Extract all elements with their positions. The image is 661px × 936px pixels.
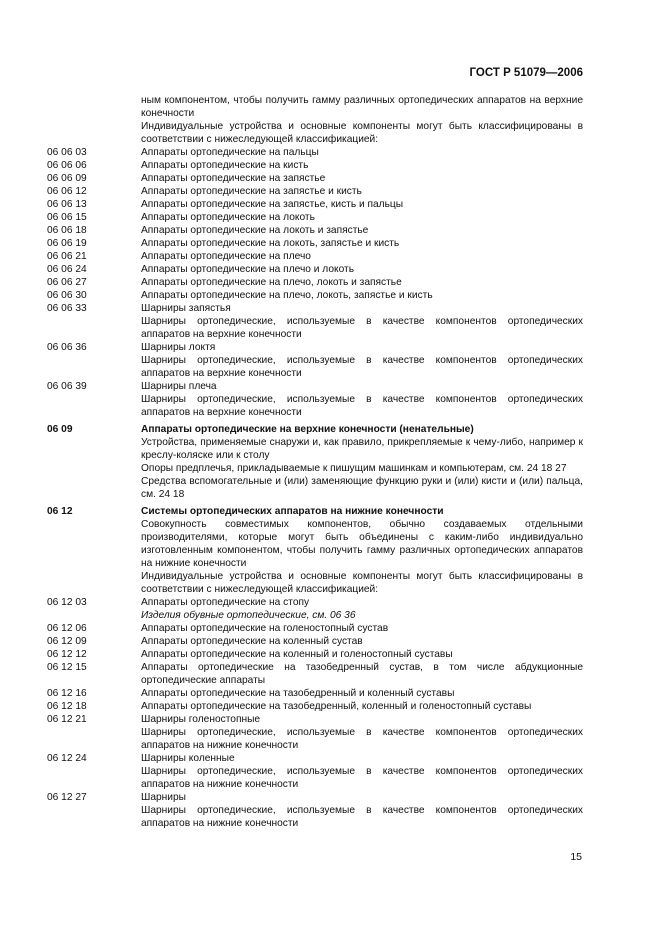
classification-code bbox=[47, 609, 141, 622]
classification-code bbox=[47, 393, 141, 419]
classification-list bbox=[47, 94, 583, 830]
classification-row bbox=[47, 250, 583, 263]
classification-row bbox=[47, 752, 583, 765]
classification-code: 06 06 13 bbox=[47, 199, 87, 210]
classification-row bbox=[47, 570, 583, 596]
classification-text: Аппараты ортопедические на тазобедренный сустав, в том числе абдукционные ортопедические аппараты bbox=[141, 662, 583, 686]
classification-row bbox=[47, 726, 583, 752]
classification-code: 06 12 03 bbox=[47, 597, 87, 608]
classification-code: 06 06 18 bbox=[47, 225, 87, 236]
classification-code: 06 12 15 bbox=[47, 662, 87, 673]
classification-text: Аппараты ортопедические на запястье, кисть и пальцы bbox=[141, 199, 404, 210]
classification-code bbox=[47, 354, 141, 380]
classification-row bbox=[47, 622, 583, 635]
classification-code bbox=[47, 475, 141, 501]
classification-row bbox=[47, 302, 583, 315]
classification-code bbox=[47, 120, 141, 146]
classification-code: 06 06 33 bbox=[47, 303, 87, 314]
standard-header: ГОСТ Р 51079—2006 bbox=[469, 67, 583, 79]
classification-code bbox=[47, 518, 141, 570]
classification-text: Аппараты ортопедические на запястье и кисть bbox=[141, 186, 362, 197]
classification-row bbox=[47, 341, 583, 354]
classification-row bbox=[47, 354, 583, 380]
classification-row bbox=[47, 185, 583, 198]
classification-text: Устройства, применяемые снаружи и, как правило, прикрепляемые к чему-либо, например к креслу-коляске или к столу bbox=[141, 437, 583, 461]
classification-row bbox=[47, 713, 583, 726]
classification-row bbox=[47, 436, 583, 462]
classification-text: Аппараты ортопедические на кисть bbox=[141, 160, 309, 171]
classification-code: 06 12 18 bbox=[47, 701, 87, 712]
classification-code: 06 06 27 bbox=[47, 277, 87, 288]
classification-row bbox=[47, 276, 583, 289]
classification-row bbox=[47, 518, 583, 570]
classification-text: Аппараты ортопедические на плечо, локоть, запястье и кисть bbox=[141, 290, 433, 301]
classification-row bbox=[47, 224, 583, 237]
classification-code: 06 12 bbox=[47, 506, 73, 517]
classification-code: 06 06 36 bbox=[47, 342, 87, 353]
classification-code: 06 09 bbox=[47, 424, 73, 435]
classification-text: Аппараты ортопедические на локоть bbox=[141, 212, 315, 223]
classification-row bbox=[47, 609, 583, 622]
classification-row bbox=[47, 380, 583, 393]
classification-row bbox=[47, 94, 583, 120]
classification-code: 06 06 06 bbox=[47, 160, 87, 171]
classification-code bbox=[47, 570, 141, 596]
page-number: 15 bbox=[570, 851, 582, 863]
classification-row bbox=[47, 198, 583, 211]
classification-row bbox=[47, 635, 583, 648]
classification-text: Шарниры ортопедические, используемые в качестве компонентов ортопедических аппаратов на верхние конечности bbox=[141, 394, 583, 418]
classification-code: 06 06 12 bbox=[47, 186, 87, 197]
classification-code: 06 06 03 bbox=[47, 147, 87, 158]
classification-text: Аппараты ортопедические на коленный сустав bbox=[141, 636, 363, 647]
classification-code bbox=[47, 436, 141, 462]
classification-row bbox=[47, 289, 583, 302]
classification-text: Шарниры ортопедические, используемые в качестве компонентов ортопедических аппаратов на нижние конечности bbox=[141, 805, 583, 829]
classification-text: Аппараты ортопедические на локоть, запястье и кисть bbox=[141, 238, 400, 249]
classification-text: Индивидуальные устройства и основные компоненты могут быть классифицированы в соответствии с нижеследующей классификацией: bbox=[141, 571, 583, 595]
classification-code: 06 06 21 bbox=[47, 251, 87, 262]
classification-row bbox=[47, 172, 583, 185]
classification-code: 06 06 24 bbox=[47, 264, 87, 275]
classification-text: Изделия обувные ортопедические, см. 06 36 bbox=[141, 610, 356, 621]
classification-code: 06 06 15 bbox=[47, 212, 87, 223]
classification-text: Аппараты ортопедические на плечо, локоть и запястье bbox=[141, 277, 402, 288]
classification-text: Аппараты ортопедические на верхние конечности (ненательные) bbox=[141, 424, 474, 435]
classification-text: Аппараты ортопедические на локоть и запястье bbox=[141, 225, 369, 236]
classification-text: Шарниры ортопедические, используемые в качестве компонентов ортопедических аппаратов на верхние конечности bbox=[141, 316, 583, 340]
classification-row bbox=[47, 700, 583, 713]
classification-text: Аппараты ортопедические на коленный и голеностопный суставы bbox=[141, 649, 453, 660]
classification-row bbox=[47, 804, 583, 830]
classification-code: 06 12 06 bbox=[47, 623, 87, 634]
classification-row bbox=[47, 315, 583, 341]
classification-code: 06 12 21 bbox=[47, 714, 87, 725]
classification-code: 06 12 24 bbox=[47, 753, 87, 764]
classification-code: 06 06 39 bbox=[47, 381, 87, 392]
classification-text: Совокупность совместимых компонентов, обычно создаваемых отдельными производителями, которые могут быть объединены с каким-либо индивидуально изготовленным компонентом, чтобы получить гамму различных ортопедических аппаратов на нижние конечности bbox=[141, 519, 583, 569]
classification-text: Аппараты ортопедические на запястье bbox=[141, 173, 326, 184]
classification-text: Опоры предплечья, прикладываемые к пишущим машинкам и компьютерам, см. 24 18 27 bbox=[141, 463, 567, 474]
classification-code bbox=[47, 315, 141, 341]
classification-text: Аппараты ортопедические на плечо и локоть bbox=[141, 264, 354, 275]
classification-row bbox=[47, 237, 583, 250]
classification-text: Шарниры ортопедические, используемые в качестве компонентов ортопедических аппаратов на нижние конечности bbox=[141, 766, 583, 790]
classification-row bbox=[47, 661, 583, 687]
classification-code: 06 06 09 bbox=[47, 173, 87, 184]
classification-row bbox=[47, 263, 583, 276]
classification-code: 06 06 19 bbox=[47, 238, 87, 249]
classification-row bbox=[47, 146, 583, 159]
classification-text: Системы ортопедических аппаратов на нижние конечности bbox=[141, 506, 444, 517]
classification-row bbox=[47, 765, 583, 791]
classification-text: Шарниры голеностопные bbox=[141, 714, 261, 725]
classification-text: Шарниры запястья bbox=[141, 303, 231, 314]
classification-row bbox=[47, 211, 583, 224]
classification-code: 06 12 27 bbox=[47, 792, 87, 803]
classification-row bbox=[47, 791, 583, 804]
classification-text: Аппараты ортопедические на пальцы bbox=[141, 147, 319, 158]
classification-row bbox=[47, 462, 583, 475]
classification-text: Аппараты ортопедические на стопу bbox=[141, 597, 310, 608]
classification-row bbox=[47, 475, 583, 501]
section-heading-row bbox=[47, 505, 583, 518]
classification-row bbox=[47, 159, 583, 172]
classification-code: 06 12 12 bbox=[47, 649, 87, 660]
section-heading-row bbox=[47, 423, 583, 436]
classification-text: ным компонентом, чтобы получить гамму различных ортопедических аппаратов на верхние конечности bbox=[141, 95, 583, 119]
classification-code bbox=[47, 94, 141, 120]
classification-text: Шарниры bbox=[141, 792, 186, 803]
classification-text: Шарниры ортопедические, используемые в качестве компонентов ортопедических аппаратов на верхние конечности bbox=[141, 355, 583, 379]
classification-code bbox=[47, 726, 141, 752]
classification-row bbox=[47, 393, 583, 419]
classification-code bbox=[47, 462, 141, 475]
classification-text: Средства вспомогательные и (или) заменяющие функцию руки и (или) кисти и (или) пальца, см. 24 18 bbox=[141, 476, 583, 500]
classification-code: 06 12 09 bbox=[47, 636, 87, 647]
classification-code: 06 06 30 bbox=[47, 290, 87, 301]
classification-row bbox=[47, 120, 583, 146]
classification-code: 06 12 16 bbox=[47, 688, 87, 699]
classification-row bbox=[47, 596, 583, 609]
classification-row bbox=[47, 687, 583, 700]
classification-text: Индивидуальные устройства и основные компоненты могут быть классифицированы в соответствии с нижеследующей классификацией: bbox=[141, 121, 583, 145]
classification-text: Шарниры локтя bbox=[141, 342, 216, 353]
classification-text: Шарниры ортопедические, используемые в качестве компонентов ортопедических аппаратов на нижние конечности bbox=[141, 727, 583, 751]
classification-text: Аппараты ортопедические на тазобедренный и коленный суставы bbox=[141, 688, 455, 699]
classification-text: Аппараты ортопедические на голеностопный сустав bbox=[141, 623, 389, 634]
classification-text: Шарниры коленные bbox=[141, 753, 235, 764]
classification-code bbox=[47, 804, 141, 830]
classification-code bbox=[47, 765, 141, 791]
classification-text: Аппараты ортопедические на тазобедренный, коленный и голеностопный суставы bbox=[141, 701, 532, 712]
classification-row bbox=[47, 648, 583, 661]
classification-text: Аппараты ортопедические на плечо bbox=[141, 251, 311, 262]
classification-text: Шарниры плеча bbox=[141, 381, 217, 392]
